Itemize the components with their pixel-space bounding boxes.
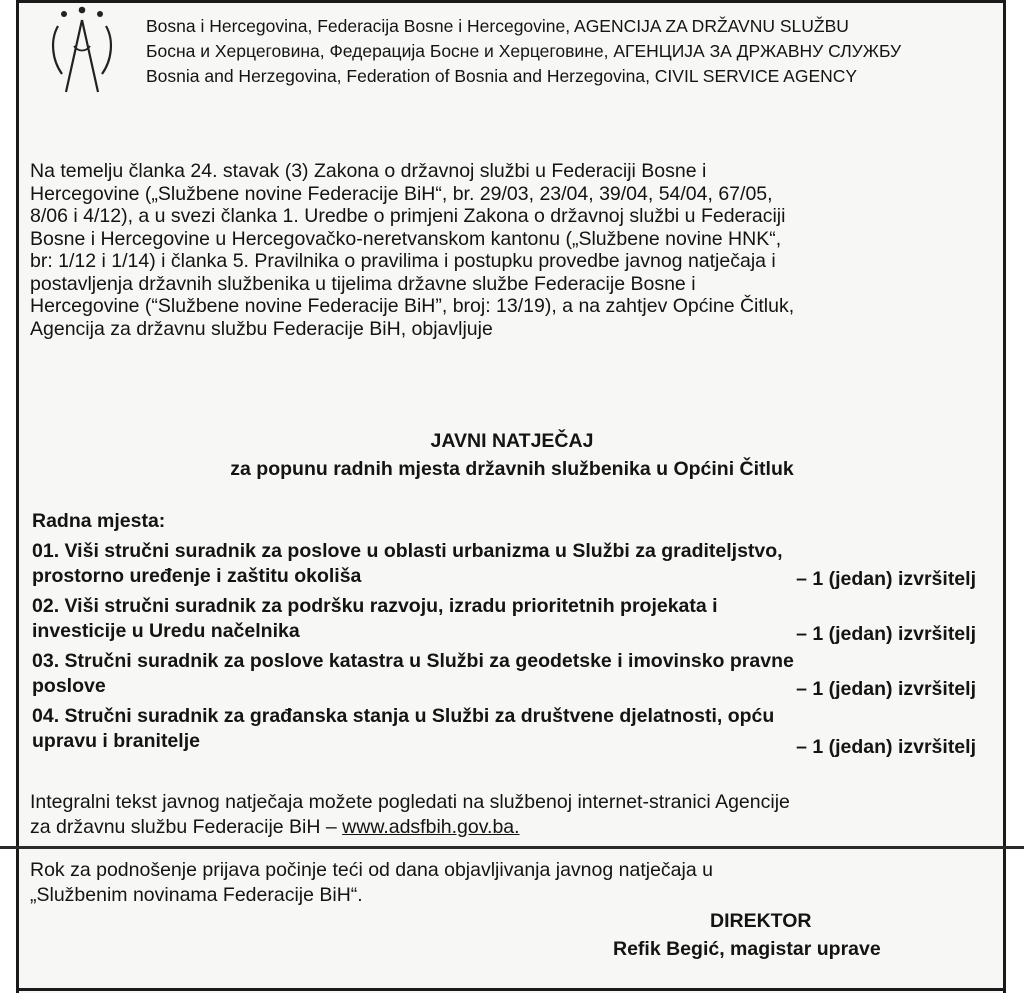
intro-line: Hercegovine („Službene novine Federacije BiH“, br. 29/03, 23/04, 39/04, 54/04, 67/05,: [30, 182, 773, 205]
header-line-cyrillic: Босна и Херцеговина, Федерација Босне и Херцеговине, АГЕНЦИЈА ЗА ДРЖАВНУ СЛУЖБУ: [146, 41, 902, 61]
positions-section: [32, 510, 976, 760]
integral-line: [30, 815, 790, 840]
position-count: – 1 (jedan) izvršitelj: [796, 623, 976, 645]
deadline-line: „Službenim novinama Federacije BiH“.: [30, 884, 363, 906]
clipping-edge: [0, 846, 1024, 849]
agency-header: [146, 14, 901, 89]
signature-name: Refik Begić, magistar uprave: [613, 938, 881, 960]
header-line-latin: Bosna i Hercegovina, Federacija Bosne i Hercegovine, AGENCIJA ZA DRŽAVNU SLUŽBU: [146, 16, 849, 36]
intro-paragraph: [30, 160, 970, 340]
agency-website-link[interactable]: www.adsfbih.gov.ba.: [342, 816, 520, 838]
position-count: – 1 (jedan) izvršitelj: [796, 736, 976, 758]
position-title-cont: upravu i branitelje: [32, 730, 200, 752]
integral-prefix: za državnu službu Federacije BiH –: [30, 816, 343, 838]
intro-line: Hercegovine (“Službene novine Federacije BiH”, broj: 13/19), a na zahtjev Općine Čitluk,: [30, 295, 795, 317]
document-subtitle: za popunu radnih mjesta državnih službenika u Općini Čitluk: [230, 458, 794, 480]
integral-text-note: [30, 790, 790, 840]
positions-heading: Radna mjesta:: [32, 510, 166, 532]
position-title: 04. Stručni suradnik za građanska stanja u Službi za društvene djelatnosti, opću: [32, 705, 775, 727]
intro-line: Na temelju članka 24. stavak (3) Zakona o državnoj službi u Federaciji Bosne i: [30, 160, 707, 182]
position-title: 02. Viši stručni suradnik za podršku razvoju, izradu prioritetnih projekata i: [32, 595, 718, 617]
intro-line: br: 1/12 i 1/14) i članka 5. Pravilnika o pravilima i postupku provedbe javnog natječaja i: [30, 250, 776, 272]
position-title: 01. Viši stručni suradnik za poslove u oblasti urbanizma u Službi za graditeljstvo,: [32, 540, 783, 562]
position-title-cont: investicije u Uredu načelnika: [32, 620, 300, 642]
deadline-line: Rok za podnošenje prijava počinje teći od dana objavljivanja javnog natječaja u: [30, 859, 713, 881]
header-line-english: Bosnia and Herzegovina, Federation of Bosnia and Herzegovina, CIVIL SERVICE AGENCY: [146, 66, 858, 86]
position-title-cont: poslove: [32, 675, 106, 697]
page-border-bottom: [16, 988, 1006, 991]
document-title: JAVNI NATJEČAJ: [430, 430, 594, 452]
page-border-top: [16, 0, 1006, 3]
deadline-note: [30, 858, 713, 908]
agency-logo: [44, 6, 122, 98]
position-title: 03. Stručni suradnik za poslove katastra u Službi za geodetske i imovinsko pravne: [32, 650, 794, 672]
document-page: [16, 0, 1006, 993]
intro-line: 8/06 i 4/12), a u svezi članka 1. Uredbe o primjeni Zakona o državnoj službi u Federaciji: [30, 205, 786, 227]
intro-line: Agencija za državnu službu Federacije BiH, objavljuje: [30, 317, 493, 340]
signature-title: DIREKTOR: [710, 910, 812, 932]
position-count: – 1 (jedan) izvršitelj: [796, 568, 976, 590]
position-count: – 1 (jedan) izvršitelj: [796, 678, 976, 700]
intro-line: Bosne i Hercegovine u Hercegovačko-neretvanskom kantonu („Službene novine HNK“,: [30, 227, 782, 250]
position-title-cont: prostorno uređenje i zaštitu okoliša: [32, 565, 362, 587]
integral-line: Integralni tekst javnog natječaja možete pogledati na službenoj internet-stranici Agencije: [30, 791, 790, 813]
intro-line: postavljenja državnih službenika u tijelima državne službe Federacije Bosne i: [30, 272, 696, 295]
